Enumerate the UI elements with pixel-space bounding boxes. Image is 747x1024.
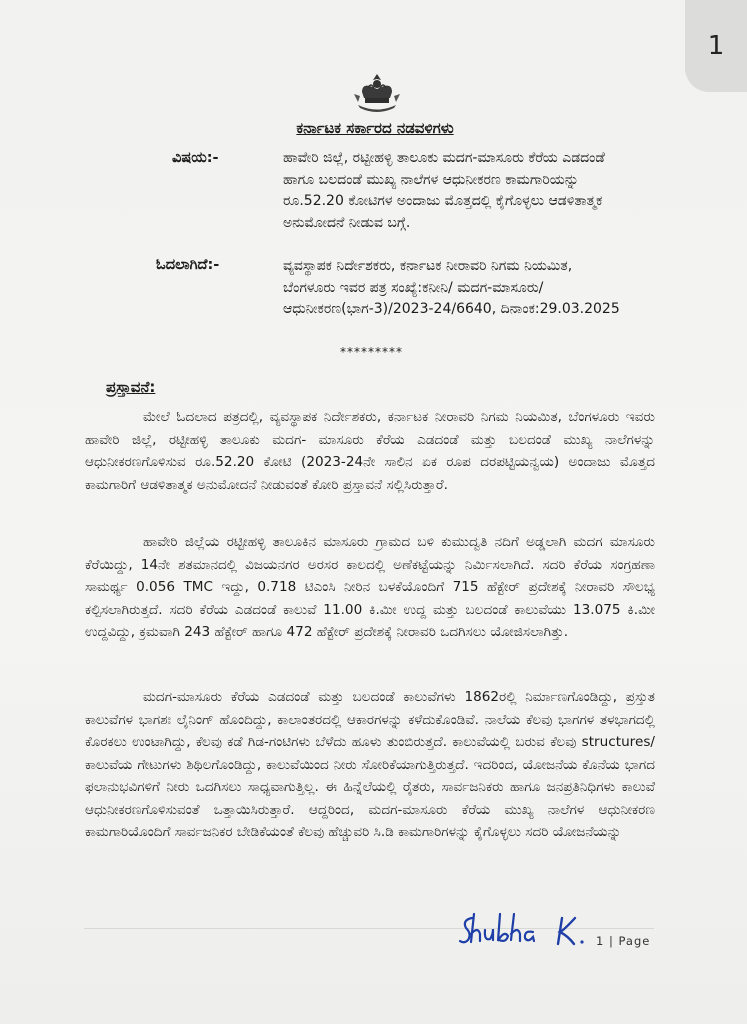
state-emblem-icon — [348, 70, 406, 116]
footer-page-label: 1 | Page — [596, 934, 651, 948]
reference-label: ಓದಲಾಗಿದೆ:- — [156, 257, 220, 273]
document-title: ಕರ್ನಾಟಕ ಸರ್ಕಾರದ ನಡವಳಿಗಳು — [296, 119, 454, 137]
page-number-tab — [685, 0, 747, 92]
page-number-tab-label: 1 — [707, 31, 725, 61]
subject-label: ವಿಷಯ:- — [172, 150, 219, 166]
subject-text: ಹಾವೇರಿ ಜಿಲ್ಲೆ, ರಟ್ಟೀಹಳ್ಳಿ ತಾಲೂಕು ಮದಗ-ಮಾಸೂರು ಕೆರೆಯ ಎಡದಂಡೆ ಹಾಗೂ ಬಲದಂಡೆ ಮುಖ್ಯ ನಾಲೆಗಳ ಆಧುನೀಕರಣ ಕಾಮಗಾರಿಯನ್ನು ರೂ.52.20 ಕೋಟಿಗಳ ಅಂದಾಜು ಮೊತ್ತದಲ್ಲಿ ಕೈಗೊಳ್ಳಲು ಆಡಳಿತಾತ್ಮಕ ಅನುಮೋದನೆ ನೀಡುವ ಬಗ್ಗೆ. — [283, 150, 605, 231]
reference-text: ವ್ಯವಸ್ಥಾಪಕ ನಿರ್ದೇಶಕರು, ಕರ್ನಾಟಕ ನೀರಾವರಿ ನಿಗಮ ನಿಯಮಿತ, ಬೆಂಗಳೂರು ಇವರ ಪತ್ರ ಸಂಖ್ಯೆ:ಕನೀನಿ/ ಮದಗ-ಮಾಸೂರು/ಆಧುನೀಕರಣ(ಭಾಗ-3)/2023-24/6640, ದಿನಾಂಕ:29.03.2025 — [283, 258, 620, 317]
preamble-paragraph-2: ಹಾವೇರಿ ಜಿಲ್ಲೆಯ ರಟ್ಟೀಹಳ್ಳಿ ತಾಲೂಕಿನ ಮಾಸೂರು ಗ್ರಾಮದ ಬಳಿ ಕುಮುದ್ವತಿ ನದಿಗೆ ಅಡ್ಡಲಾಗಿ ಮದಗ ಮಾಸೂರು ಕೆರೆಯಿದ್ದು, 14ನೇ ಶತಮಾನದಲ್ಲಿ ವಿಜಯನಗರ ಅರಸರ ಕಾಲದಲ್ಲಿ ಅಣೆಕಟ್ಟೆಯನ್ನು ನಿರ್ಮಿಸಲಾಗಿದೆ. ಸದರಿ ಕೆರೆಯ ಸಂಗ್ರಹಣಾ ಸಾಮರ್ಥ್ಯ 0.056 TMC ಇದ್ದು, 0.718 ಟಿಎಂಸಿ ನೀರಿನ ಬಳಕೆಯೊಂದಿಗೆ 715 ಹೆಕ್ಟೇರ್ ಪ್ರದೇಶಕ್ಕೆ ನೀರಾವರಿ ಸೌಲಭ್ಯ ಕಲ್ಪಿಸಲಾಗಿರುತ್ತದೆ. ಸದರಿ ಕೆರೆಯ ಎಡದಂಡೆ ಕಾಲುವೆ 11.00 ಕಿ.ಮೀ ಉದ್ದ ಮತ್ತು ಬಲದಂಡೆ ಕಾಲುವೆಯು 13.075 ಕಿ.ಮೀ ಉದ್ದವಿದ್ದು, ಕ್ರಮವಾಗಿ 243 ಹೆಕ್ಟೇರ್ ಹಾಗೂ 472 ಹೆಕ್ಟೇರ್ ಪ್ರದೇಶಕ್ಕೆ ನೀರಾವರಿ ಒದಗಿಸಲು ಯೋಜಿಸಲಾಗಿತ್ತು. — [85, 534, 655, 640]
preamble-paragraph-3: ಮದಗ-ಮಾಸೂರು ಕೆರೆಯ ಎಡದಂಡೆ ಮತ್ತು ಬಲದಂಡೆ ಕಾಲುವೆಗಳು 1862ರಲ್ಲಿ ನಿರ್ಮಾಣಗೊಂಡಿದ್ದು, ಪ್ರಸ್ತುತ ಕಾಲುವೆಗಳ ಭಾಗಶಃ ಲೈನಿಂಗ್ ಹೊಂದಿದ್ದು, ಕಾಲಾಂತರದಲ್ಲಿ ಆಕಾರಗಳನ್ನು ಕಳೆದುಕೊಂಡಿವೆ. ನಾಲೆಯ ಕೆಲವು ಭಾಗಗಳ ತಳಭಾಗದಲ್ಲಿ ಕೊರಕಲು ಉಂಟಾಗಿದ್ದು, ಕೆಲವು ಕಡೆ ಗಿಡ-ಗಂಟಿಗಳು ಬೆಳೆದು ಹೂಳು ತುಂಬಿರುತ್ತದೆ. ಕಾಲುವೆಯಲ್ಲಿ ಬರುವ ಕೆಲವು structures/ ಕಾಲುವೆಯ ಗೇಟುಗಳು ಶಿಥಿಲಗೊಂಡಿದ್ದು, ಕಾಲುವೆಯಿಂದ ನೀರು ಸೋರಿಕೆಯಾಗುತ್ತಿರುತ್ತದೆ. ಇದರಿಂದ, ಯೋಜನೆಯ ಕೊನೆಯ ಭಾಗದ ಫಲಾನುಭವಿಗಳಿಗೆ ನೀರು ಒದಗಿಸಲು ಸಾಧ್ಯವಾಗುತ್ತಿಲ್ಲ. ಈ ಹಿನ್ನೆಲೆಯಲ್ಲಿ ರೈತರು, ಸಾರ್ವಜನಿಕರು ಹಾಗೂ ಜನಪ್ರತಿನಿಧಿಗಳು ಕಾಲುವೆ ಆಧುನೀಕರಣಗೊಳಿಸುವಂತೆ ಒತ್ತಾಯಿಸಿರುತ್ತಾರೆ. ಆದ್ದರಿಂದ, ಮದಗ-ಮಾಸೂರು ಕೆರೆಯ ಮುಖ್ಯ ನಾಲೆಗಳ ಆಧುನೀಕರಣ ಕಾಮಗಾರಿಯೊಂದಿಗೆ ಸಾರ್ವಜನಿಕರ ಬೇಡಿಕೆಯಂತೆ ಕೆಲವು ಹೆಚ್ಚುವರಿ ಸಿ.ಡಿ ಕಾಮಗಾರಿಗಳನ್ನು ಕೈಗೊಳ್ಳಲು ಸದರಿ ಯೋಜನೆಯನ್ನು — [85, 689, 655, 840]
preamble-heading: ಪ್ರಸ್ತಾವನೆ: — [106, 378, 156, 396]
section-separator: ********* — [340, 345, 403, 359]
preamble-paragraph-1: ಮೇಲೆ ಓದಲಾದ ಪತ್ರದಲ್ಲಿ, ವ್ಯವಸ್ಥಾಪಕ ನಿರ್ದೇಶಕರು, ಕರ್ನಾಟಕ ನೀರಾವರಿ ನಿಗಮ ನಿಯಮಿತ, ಬೆಂಗಳೂರು ಇವರು ಹಾವೇರಿ ಜಿಲ್ಲೆ, ರಟ್ಟೀಹಳ್ಳಿ ತಾಲೂಕು ಮದಗ- ಮಾಸೂರು ಕೆರೆಯ ಎಡದಂಡೆ ಮತ್ತು ಬಲದಂಡೆ ಮುಖ್ಯ ನಾಲೆಗಳನ್ನು ಆಧುನೀಕರಣಗೊಳಿಸುವ ರೂ.52.20 ಕೋಟಿ (2023-24ನೇ ಸಾಲಿನ ಏಕ ರೂಪ ದರಪಟ್ಟಿಯನ್ವಯ) ಅಂದಾಜು ಮೊತ್ತದ ಕಾಮಗಾರಿಗೆ ಆಡಳಿತಾತ್ಮಕ ಅನುಮೋದನೆ ನೀಡುವಂತೆ ಕೋರಿ ಪ್ರಸ್ತಾವನೆ ಸಲ್ಲಿಸಿರುತ್ತಾರೆ. — [85, 409, 655, 493]
handwritten-signature — [458, 908, 618, 952]
